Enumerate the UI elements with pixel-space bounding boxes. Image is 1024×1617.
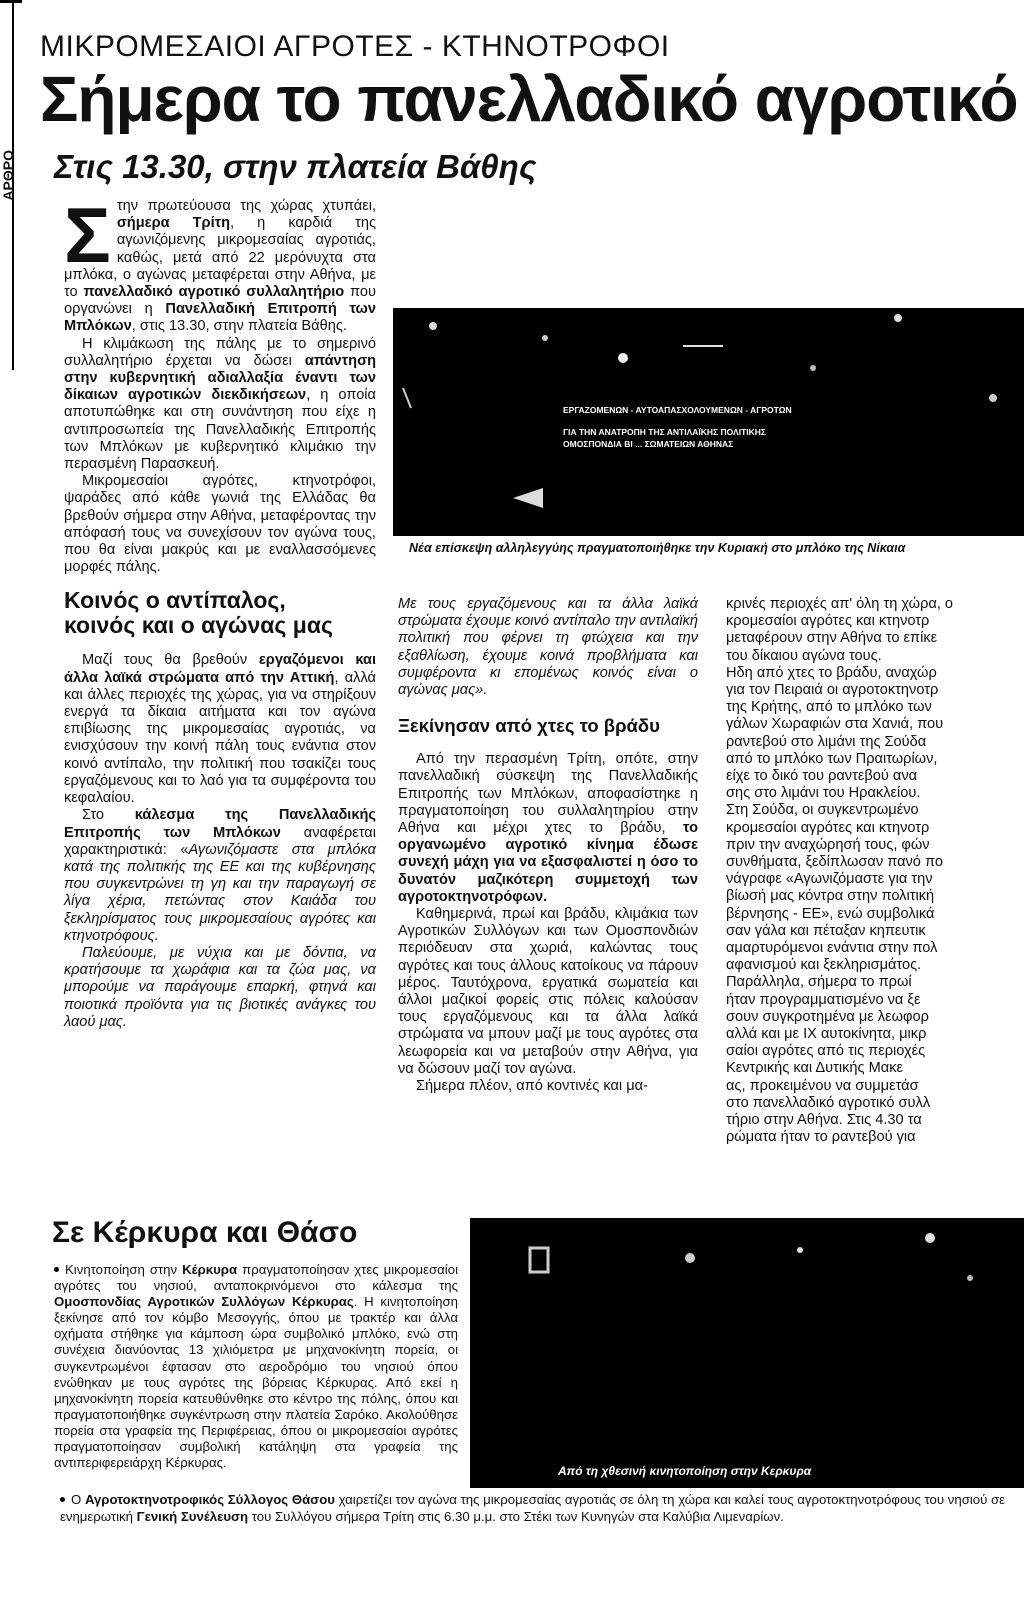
banner-line: ΕΡΓΑΖΟΜΕΝΩΝ - ΑΥΤΟΑΠΑΣΧΟΛΟΥΜΕΝΩΝ - ΑΓΡΟΤΩΝ [563,405,792,415]
column-line: αφανισμού και ξεκληρισμάτος. [726,957,922,974]
photo-blockade-night [393,308,1024,536]
text: Στο [82,807,135,824]
paragraph [64,807,376,945]
banner-line: ΓΙΑ ΤΗΝ ΑΝΑΤΡΟΠΗ ΤΗΣ ΑΝΤΙΛΑΪΚΗΣ ΠΟΛΙΤΙΚΗΣ [563,427,767,437]
headline: Σήμερα το πανελλαδικό αγροτικό [40,63,1018,135]
paragraph [64,652,376,807]
column-line: Κεντρικής και Δυτικής Μακε [726,1060,904,1077]
section-heading: Ξεκίνησαν από χτες το βράδυ [398,715,660,737]
bullet-icon [60,1497,65,1502]
column-line: αλλά και με ΙΧ αυτοκίνητα, μικρ [726,1026,927,1043]
bold-text: εργαζόμενοι και άλλα λαϊκά στρώματα από την Αττική [64,652,376,686]
heading-line: κοινός και ο αγώνας μας [64,612,333,639]
text: Η κλιμάκωση της πάλης με το σημερινό συλλαλητήριο έρχεται να δώσει [64,335,376,369]
column-line: Παράλληλα, σήμερα το πρωί [726,974,912,991]
column-line: ας, προκειμένου να συμμετάσ [726,1077,919,1094]
box-text-thasos [60,1492,1005,1525]
photo-texture [470,1218,1024,1488]
protest-banner [563,404,792,450]
bold-text: Κέρκυρα [182,1262,238,1277]
text: την πρωτεύουσα της χώρας χτυπάει, [116,198,376,214]
photo-caption: Από τη χθεσινή κινητοποίηση στην Κερκυρα [558,1464,812,1478]
column-line: νάγραφε «Αγωνιζόμαστε για την [726,871,933,888]
text: πραγματοποίησαν χτες μικρομεσαίοι αγρότες του νησιού, ανταποκρινόμενοι στο κάλεσμα της [54,1262,458,1294]
bold-text: κάλεσμα της Πανελλαδικής Επιτροπής των Μπλόκων [64,807,376,841]
banner-line: ΟΜΟΣΠΟΝΔΙΑ ΒΙ ... ΣΩΜΑΤΕΙΩΝ ΑΘΗΝΑΣ [563,439,734,449]
column-line: πριν την αναχώρησή τους, φών [726,836,930,853]
text: Κινητοποίηση στην [65,1262,183,1277]
subhead: Στις 13.30, στην πλατεία Βάθης [54,148,537,185]
column-line: Ηδη από χτες το βράδυ, αναχώρ [726,664,937,681]
kicker: ΜΙΚΡΟΜΕΣΑΙΟΙ ΑΓΡΟΤΕΣ - ΚΤΗΝΟΤΡΟΦΟΙ [40,30,670,63]
text: . Η κινητοποίηση ξεκίνησε από τον κόμβο Μεσογγής, όπου με τρακτέρ και άλλα οχήματα στήθηκε για κάμποση ώρα συμβολικό μπλόκο, ενώ στη συνέχεια διανύοντας 13 χιλιόμετρα με μηχανοκίνητη πορεία, οι συγκεντρωμένοι έφτασαν στο αεροδρόμιο του νησιού όπου ενώθηκαν με τους αγρότες της βόρειας Κέρκυρας. Από εκεί η μηχανοκίνητη πορεία κατευθύνθηκε στο κέντρο της πόλης, όπου και πραγματοποιήθηκε συγκέντρωση στην πλατεία Σαρόκο. Ακολούθησε πορεία στα γραφεία της Περιφέρειας, όπου οι μικρομεσαίοι αγρότες πραγματοποίησαν συμβολική κατάληψη στα γραφεία της αντιπεριφερειάρχη Κέρκυρας. [54,1294,458,1471]
text: που οργανώνει η [64,284,377,318]
paragraph: Μικρομεσαίοι αγρότες, κτηνοτρόφοι, ψαράδες από κάθε γωνιά της Ελλάδας θα βρεθούν σήμερα στην Αθήνα, μεταφέροντας την απόφασή τους να συνεχίσουν τον αγώνα τους, που θα είναι μακρύς και με εναλλασσόμενες μορφές πάλης. [64,473,376,576]
italic-text: Αγωνιζόμαστε στα μπλόκα κατά της πολιτικής της ΕΕ και της κυβέρνησης που συγκεντρώνει τη γη και την παραγωγή σε λίγα χέρια, πετώντας στον Καιάδα του ξεκληρίσματος τους μικρομεσαίους αγρότες και κτηνοτρόφους. [64,841,376,944]
bold-text: Πανελλαδική Επιτροπή των Μπλόκων [64,301,376,335]
bullet-paragraph [54,1262,458,1471]
column-line: του δίκαιου αγώνα τους. [726,647,882,664]
italic-text: Παλεύουμε, με νύχια και με δόντια, να κρατήσουμε τα χωράφια και τα ζώα μας, να μπορούμε να παράγουμε επαρκή, φτηνά και ποιοτικά προϊόντα για τις βιοτικές ανάγκες του λαού μας. [64,944,376,1030]
bold-text: απάντηση στην κυβερνητική αδιαλλαξία έναντι των δίκαιων αγροτικών διεκδικήσεων [64,352,376,404]
text: Ο [71,1492,85,1507]
column-line: κρινές περιοχές απ' όλη τη χώρα, ο [726,596,954,612]
column-line: αμαρτυρόμενοι ενάντια στην πολ [726,940,938,957]
bold-text: το οργανωμένο αγροτικό κίνημα έδωσε συνεχή μάχη για να εξασφαλιστεί η όσο το δυνατόν μαζικότερη συμμετοχή των αγροτοκτηνοτρόφων. [398,820,698,905]
text: Μαζί τους θα βρεθούν [82,652,259,669]
box-text [54,1262,458,1471]
paragraph [64,945,376,1031]
column-line: Στη Σούδα, οι συγκεντρωμένο [726,802,919,819]
top-rule [0,0,22,3]
article-column-3 [726,596,1024,1147]
text: , αλλά και άλλες περιοχές της χώρας, για να στηρίξουν ενεργά τα δίκαια αιτήματα και τον αγώνα επιβίωσης της μικρομεσαίας αγροτιάς, να ενισχύσουν την κοινή πάλη τους ενάντια στον κοινό αντίπαλο, την πολιτική που τσακίζει τους εργαζόμενους και το λαό για τα συμφέροντα του κεφαλαίου. [64,669,376,807]
text: χαιρετίζει τον αγώνα της μικρομεσαίας αγροτιάς σε όλη τη χώρα και καλεί τους αγροτοκτηνοτρόφους του νησιού σε ενημερωτική [60,1492,1005,1524]
column-line: μεταφέρουν στην Αθήνα το επίκε [726,630,938,647]
section-label-vertical [0,150,14,204]
column-line: ήταν προγραμματισμένο να ξε [726,991,921,1008]
heading-line: Κοινός ο αντίπαλος, [64,587,286,614]
paragraph: Καθημερινά, πρωί και βράδυ, κλιμάκια των Αγροτικών Συλλόγων και των Ομοσπονδιών περιόδευαν στα χωριά, καλώντας τους αγρότες και τους άλλους κατοίκους να πάρουν μέρος. Ταυτόχρονα, εργατικά σωματεία και άλλοι μαζικοί φορείς στις πόλεις καλούσαν τους εργαζόμενους και τα άλλα λαϊκά στρώματα να μπουν μαζί με τους αγρότες στα λεωφορεία και να μεταβούν στην Αθήνα, για να δώσουν μαζί τον αγώνα. [398,906,698,1077]
paragraph [398,751,698,906]
text: , στις 13.30, στην πλατεία Βάθης. [131,318,347,335]
column-line: σης στο λιμάνι του Ηρακλείου. [726,785,921,802]
bold-text: Αγροτοκτηνοτροφικός Σύλλογος Θάσου [84,1492,335,1507]
bold-text: Γενική Συνέλευση [136,1508,249,1524]
column-line: ρώματα ήταν το ραντεβού για [726,1129,916,1146]
column-line: βίωσή μας κόντρα στην πολιτική [726,888,935,905]
section-label-text: ΑΡΘΡΟ [0,150,16,201]
bold-text: Ομοσπονδίας Αγροτικών Συλλόγων Κέρκυρας [54,1294,354,1310]
bullet-paragraph [60,1492,1005,1525]
column-line: από το μπλόκο των Πραιτωρίων, [726,750,938,767]
column-line: συνθήματα, ξεδίπλωσαν πανό πο [726,854,943,871]
text: , η καρδιά της αγωνιζόμενης μικρομεσαίας αγροτιάς, καθώς, μετά από 22 μερόνυχτα στα μπλόκα, ο αγώνας μεταφέρεται στην Αθήνα, με το [64,215,376,301]
paragraph [64,191,377,336]
box-title: Σε Κέρκυρα και Θάσο [52,1216,358,1249]
photo-kerkyra-protest [470,1218,1024,1488]
column-line: κρομεσαίοι αγρότες και κτηνοτρ [726,613,930,630]
section-heading [64,588,376,638]
article-column-2 [398,596,698,1095]
column-line: σαν γάλα και πέταξαν κηπευτικ [726,922,926,939]
dropcap: Σ [64,191,111,279]
quote-paragraph: Με τους εργαζόμενους και τα άλλα λαϊκά στρώματα έχουμε κοινό αντίπαλο την αντιλαϊκή πολιτική που φέρνει τη φτώχεια και την εξαθλίωση, έχουμε κοινά προβλήματα και συμφέροντα κι επομένως κοινός είναι ο αγώνας μας». [398,596,698,699]
bold-text: πανελλαδικό αγροτικό συλλαλητήριο [83,284,345,301]
column-line: ραντεβού στο λιμάνι της Σούδα [726,733,927,750]
column-line: σουν συγκροτημένα με λεωφορ [726,1008,929,1025]
column-line: γάλων Χωραφιών στα Χανιά, που [726,716,944,733]
column-line: βέρνησης - ΕΕ», ενώ συμβολικά [726,905,935,922]
column-line: είχε το δικό του ραντεβού ανα [726,768,918,785]
column-line: της Κρήτης, από το μπλόκο των [726,699,932,716]
photo-caption: Νέα επίσκεψη αλληλεγγύης πραγματοποιήθηκε την Κυριακή στο μπλόκο της Νίκαια [409,541,906,555]
column-line: για τον Πειραιά οι αγροτοκτηνοτρ [726,682,939,699]
text: αναφέρεται χαρακτηριστικά: « [64,824,376,858]
text: Από την περασμένη Τρίτη, οπότε, στην πανελλαδική σύσκεψη της Πανελλαδικής Επιτροπής των Μπλόκων, αποφασίστηκε η πραγματοποίηση του συλλαλητηρίου στην Αθήνα και μέχρι χτες το βράδυ, [398,751,698,837]
column-line: τήριο στην Αθήνα. Στις 4.30 τα [726,1112,922,1129]
column-line: σαίοι αγρότες από τις περιοχές [726,1043,926,1060]
column-line: στο πανελλαδικό αγροτικό συλλ [726,1094,931,1111]
bullet-icon [54,1267,59,1272]
bold-text: σήμερα Τρίτη [116,215,231,232]
paragraph [64,336,376,474]
column-line: κρομεσαίοι αγρότες και κτηνοτρ [726,819,930,836]
text: του Συλλόγου σήμερα Τρίτη στις 6.30 μ.μ. στο Στέκι των Κυνηγών στα Καλύβια Λιμεναρίων. [248,1508,784,1524]
paragraph: Σήμερα πλέον, από κοντινές και μα- [416,1078,648,1095]
article-column-1 [64,191,377,1031]
text: , η οποία αποτυπώθηκε και στη συνάντηση που είχε η αντιπροσωπεία της Πανελλαδικής Επιτροπής των Μπλόκων με κυβερνητικό κλιμάκιο την περασμένη Παρασκευή. [64,387,376,473]
